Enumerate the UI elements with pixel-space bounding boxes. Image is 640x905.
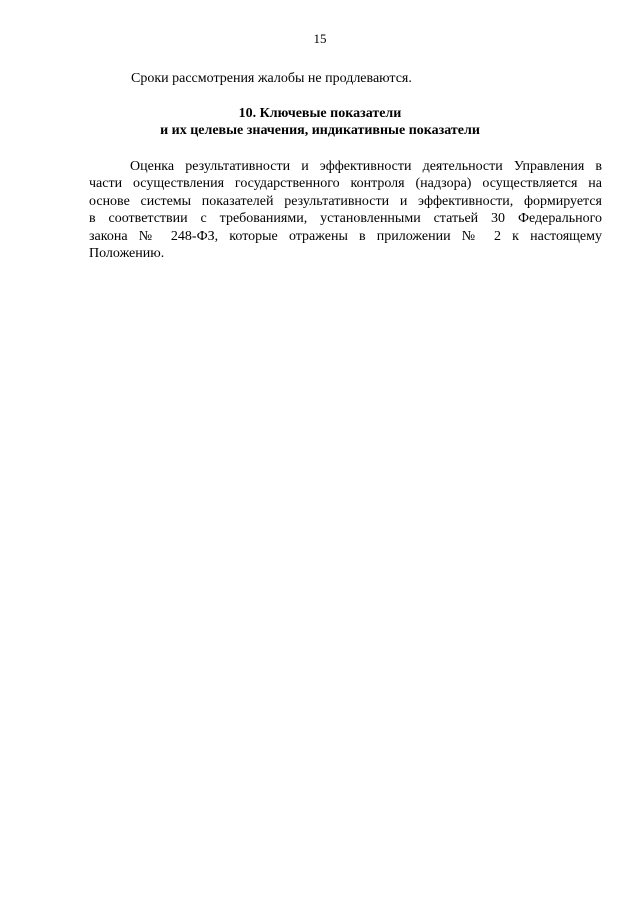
body-line: основе системы показателей результативности и эффективности, формируется	[89, 193, 602, 209]
body-line: Оценка результативности и эффективности деятельности Управления в	[130, 159, 602, 174]
body-line: в соответствии с требованиями, установленными статьей 30 Федерального	[89, 211, 602, 227]
section-heading-line-1: 10. Ключевые показатели	[238, 106, 402, 121]
page-number: 15	[313, 31, 327, 46]
body-line: части осуществления государственного контроля (надзора) осуществляется на	[89, 176, 602, 192]
section-body-paragraph	[89, 158, 602, 262]
body-line: закона № 248-ФЗ, которые отражены в приложении № 2 к настоящему	[89, 228, 602, 244]
section-heading-line-2: и их целевые значения, индикативные показатели	[160, 123, 480, 138]
section-heading	[0, 105, 640, 139]
paragraph-complaint-terms: Сроки рассмотрения жалобы не продлеваются.	[131, 71, 412, 86]
body-line: Положению.	[89, 246, 165, 262]
